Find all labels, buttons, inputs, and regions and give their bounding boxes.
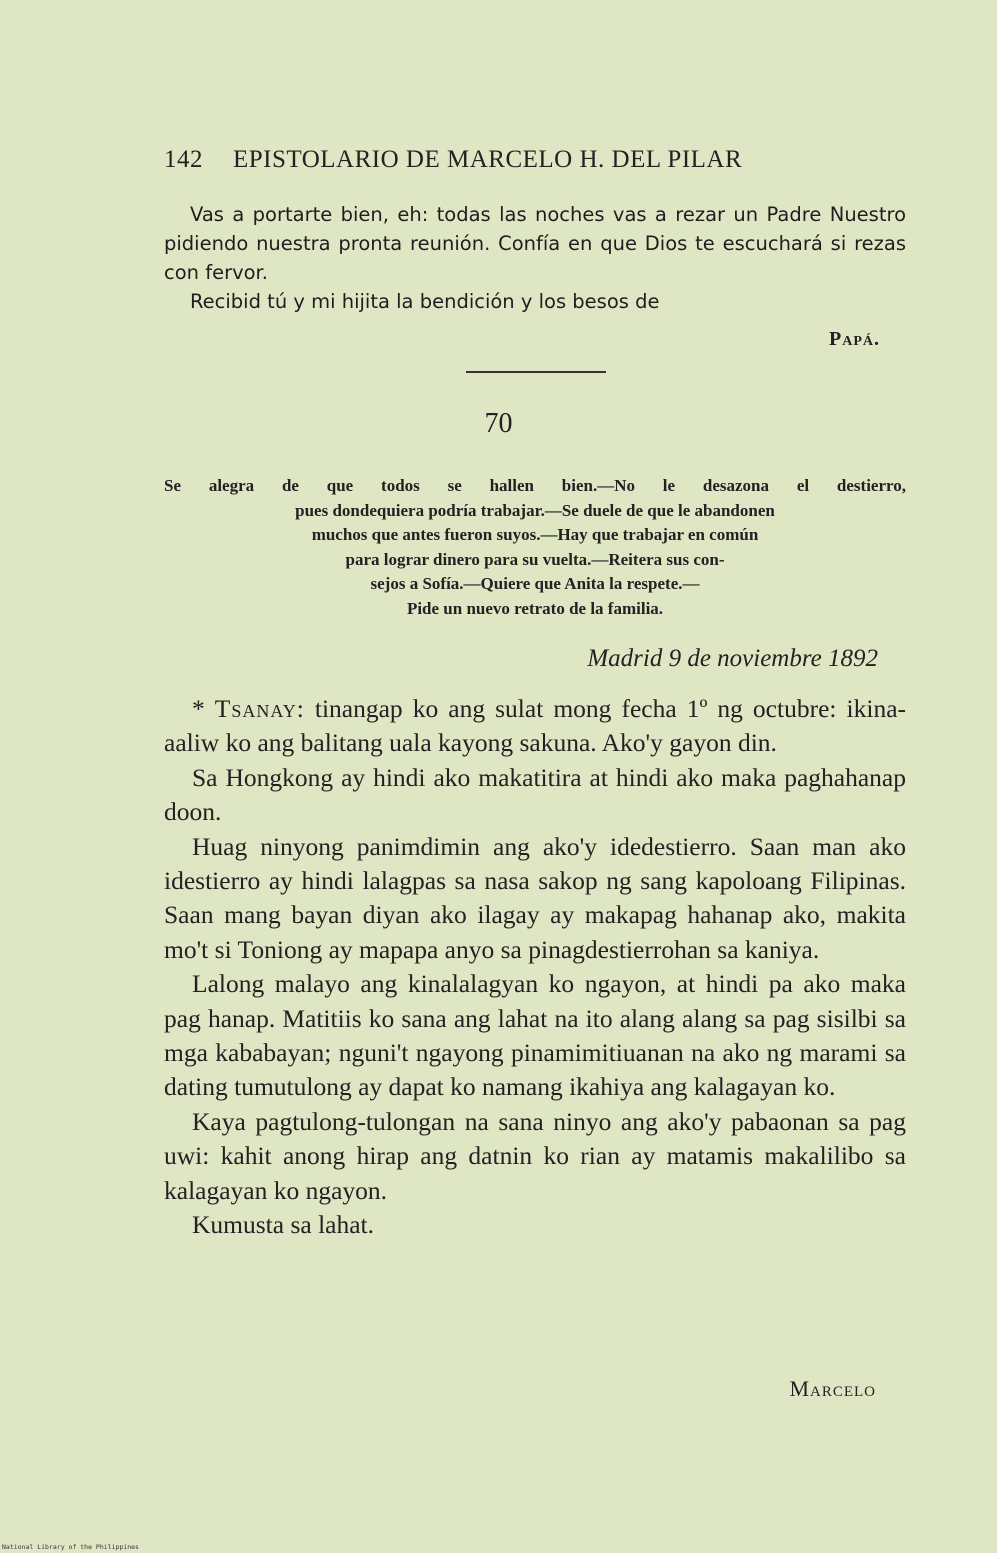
letter-body [164,692,906,1243]
text-line: escuchará si rezas con fervor. [164,232,906,284]
signature-marcelo: Marcelo [789,1376,876,1401]
summary-line: Se alegra de que todos se hallen bien.—No le desazona el destierro, [164,476,906,495]
previous-letter-closing: Recibid tú y mi hijita la bendición y los besos de [190,290,660,313]
letter-paragraph: Kaya pagtulong-tulongan na sana ninyo ang ako'y pabaonan sa pag uwi: kahit anong hirap ang datnin ko rian ay matamis makalilibo sa kalagayan ko ngayon. [164,1106,906,1205]
footnote-mark: * [192,694,205,723]
letter-paragraph: Kumusta sa lahat. [192,1210,374,1240]
letter-paragraph: Huag ninyong panimdimin ang ako'y idedestierro. Saan man ako idestierro ay hindi lalagpas sa nasa sakop ng sang kapoloang Filipinas. Saan mang bayan diyan ako ilagay ay makapag hahanap ako, makita mo't si Toniong ay mapapa anyo sa pinagdestierrohan sa kaniya. [164,831,906,964]
summary-line: pues dondequiera podría trabajar.—Se duele de que le abandonen [295,500,775,520]
running-header [164,146,884,174]
letter-summary [164,474,906,621]
previous-letter-paragraph [164,200,906,287]
paragraph-text: tinangap ko ang sulat mong fecha 1º ng octubre: ikina-aaliw ko ang balitang uala kayong sakuna. Ako'y gayon din. [164,694,907,758]
summary-line: Pide un nuevo retrato de la familia. [406,598,664,618]
section-divider [466,371,606,373]
letter-paragraph: Lalong malayo ang kinalalagyan ko ngayon, at hindi pa ako maka pag hanap. Matitiis ko sana ang lahat na ito alang alang sa pag sisilbi sa mga kababayan; nguni't ngayong pinamimitiuanan na ako ng marami sa dating tumutulong ay dapat ko namang ikahiya ang kalagayan ko. [164,969,906,1102]
letter-number: 70 [484,408,513,439]
previous-letter-ending [164,200,906,316]
summary-line: para lograr dinero para su vuelta.—Reitera sus con- [345,549,725,569]
summary-line: sejos a Sofía.—Quiere que Anita la respete.— [370,574,700,593]
page-number: 142 [164,146,203,173]
signature-papa: Papá. [829,328,880,350]
salutation: Tsanay: [214,694,305,723]
summary-line: muchos que antes fueron suyos.—Hay que trabajar en común [311,525,759,544]
letter-paragraph [164,692,906,761]
footer-credit: National Library of the Philippines [2,1543,139,1551]
letter-date: Madrid 9 de noviembre 1892 [587,645,878,672]
text-line: Vas a portarte bien, eh: todas las noches vas a rezar un Padre [190,203,822,226]
letter-paragraph: Sa Hongkong ay hindi ako makatitira at hindi ako maka paghahanap doon. [164,762,906,827]
running-title: EPISTOLARIO DE MARCELO H. DEL PILAR [233,146,743,173]
text-line: Nuestro pidiendo nuestra pronta reunión. Confía en que Dios te [164,203,907,255]
